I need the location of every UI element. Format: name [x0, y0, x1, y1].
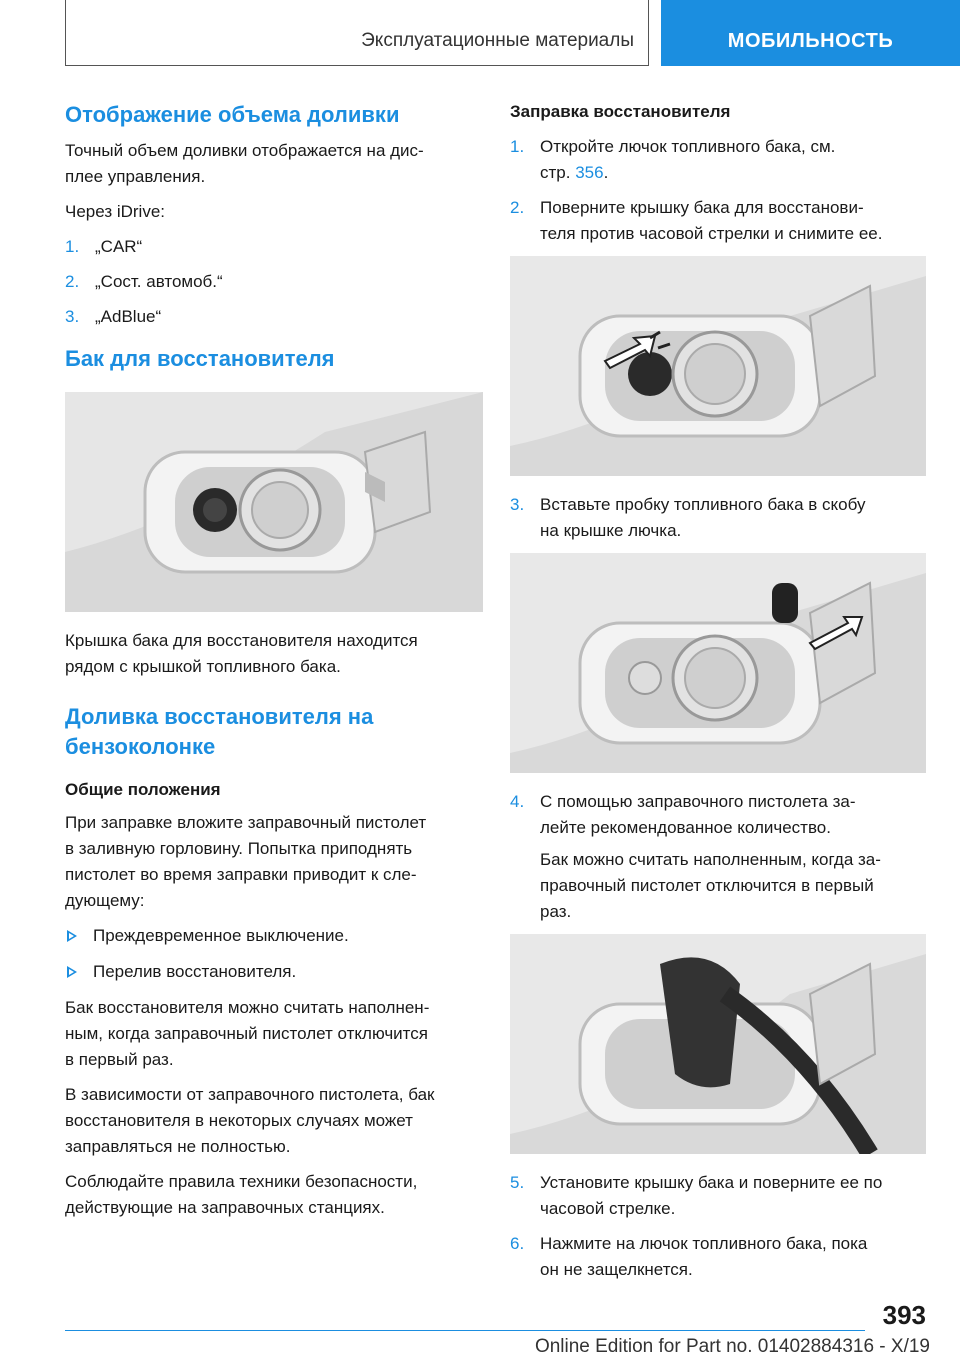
paragraph-via-idrive: Через iDrive:: [65, 202, 166, 221]
list-item: Перелив восстановителя.: [65, 959, 483, 985]
triangle-bullet-icon: [67, 966, 77, 978]
subheading-general: Общие положения: [65, 780, 221, 799]
paragraph-insert-nozzle: При заправке вложите заправочный пистолет в заливную горловину. Попытка приподнять пистолет во время заправки приводит к сле- дующему:: [65, 813, 427, 910]
heading-reductant-tank: Бак для восстановителя: [65, 346, 335, 371]
step4-continuation: Бак можно считать наполненным, когда за- правочный пистолет отключится в первый раз.: [540, 850, 881, 921]
list-item: 2. „Сост. автомоб.“: [65, 272, 223, 291]
page-link-356[interactable]: 356: [575, 163, 604, 182]
heading-refuel-at-pump: Доливка восстановителя на бензоколонке: [65, 704, 374, 759]
left-column: [65, 100, 483, 1230]
section-tab: [661, 0, 960, 66]
paragraph-not-fully-filled: В зависимости от заправочного пистолета, бак восстановителя в некоторых случаях может заправляться не полностью.: [65, 1085, 435, 1156]
right-column: [510, 100, 926, 1292]
refill-steps-list-5: [510, 1170, 926, 1283]
caption-reductant-flap: Крышка бака для восстановителя находится рядом с крышкой топливного бака.: [65, 631, 418, 676]
header-box: [65, 0, 649, 66]
paragraph-safety: Соблюдайте правила техники безопасности, действующие на заправочных станциях.: [65, 1172, 418, 1217]
list-item: Преждевременное выключение.: [65, 923, 483, 949]
section-tab-label: МОБИЛЬНОСТЬ: [727, 30, 894, 52]
paragraph-tank-full: Бак восстановителя можно считать наполнен- ным, когда заправочный пистолет отключится в первый раз.: [65, 998, 430, 1069]
photo-remove-reductant-cap: [510, 256, 926, 476]
footer-divider: [65, 1330, 865, 1331]
list-item: 5. Установите крышку бака и поверните ее по часовой стрелке.: [510, 1173, 883, 1218]
list-item: 1. „CAR“: [65, 237, 143, 256]
photo-cap-in-holder: [510, 553, 926, 773]
page-number: 393: [882, 1300, 926, 1330]
idrive-steps-list: [65, 234, 483, 330]
photo-fuel-flap-reductant-cap: [65, 392, 483, 612]
list-item: 4. С помощью заправочного пистолета за- лейте рекомендованное количество. Бак можно считать наполненным, когда за- правочный пистолет отключится в первый раз.: [510, 789, 926, 925]
list-item: 2. Поверните крышку бака для восстанови- теля против часовой стрелки и снимите ее.: [510, 198, 883, 243]
triangle-bullet-icon: [67, 930, 77, 942]
list-item: 1. Откройте лючок топливного бака, см. стр. 356.: [510, 137, 836, 182]
list-item: 6. Нажмите на лючок топливного бака, пока он не защелкнется.: [510, 1234, 868, 1279]
paragraph-volume-display: Точный объем доливки отображается на дис- плее управления.: [65, 141, 424, 186]
heading-refilling-reductant: Заправка восстановителя: [510, 102, 731, 121]
refill-steps-list-3: [510, 492, 926, 544]
photo-filling-nozzle: [510, 934, 926, 1154]
refill-steps-list-4: [510, 789, 926, 925]
refill-steps-list: [510, 134, 926, 247]
heading-refill-volume: Отображение объема доливки: [65, 102, 400, 127]
footer-edition: Online Edition for Part no. 01402884316 - X/19: [534, 1336, 930, 1357]
list-item: 3. Вставьте пробку топливного бака в скобу на крышке лючка.: [510, 495, 866, 540]
list-item: 3. „AdBlue“: [65, 307, 162, 326]
consequences-list: [65, 923, 483, 985]
header-subtitle: Эксплуатационные материалы: [361, 30, 634, 51]
